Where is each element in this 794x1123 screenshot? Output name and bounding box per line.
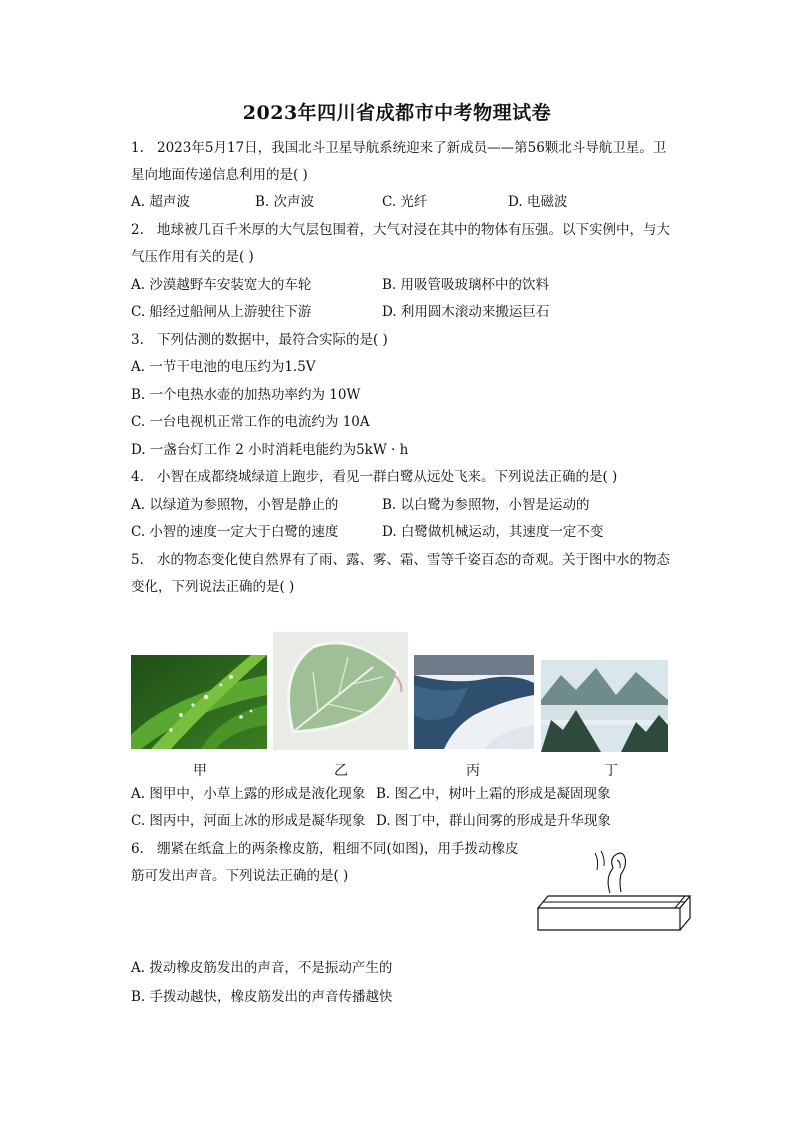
- question-4-option-a: A. 以绿道为参照物，小智是静止的: [131, 497, 339, 513]
- question-3-line-1: 下列估测的数据中，最符合实际的是( ): [157, 332, 388, 348]
- misty-mountains-photo: [541, 660, 668, 752]
- question-4-option-b: B. 以白鹭为参照物，小智是运动的: [382, 497, 590, 513]
- question-3-option-b: B. 一个电热水壶的加热功率约为 10W: [131, 387, 361, 403]
- question-1-option-c: C. 光纤: [382, 194, 428, 210]
- question-2-line-2: 气压作用有关的是( ): [131, 249, 254, 265]
- question-2-number: 2.: [131, 222, 144, 238]
- question-1-option-d: D. 电磁波: [508, 194, 568, 210]
- question-3-option-c: C. 一台电视机正常工作的电流约为 10A: [131, 414, 370, 430]
- page-title: 2023年四川省成都市中考物理试卷: [242, 102, 552, 124]
- question-2-option-b: B. 用吸管吸玻璃杯中的饮料: [382, 277, 550, 293]
- question-5-line-2: 变化，下列说法正确的是( ): [131, 579, 295, 595]
- frosted-leaf-photo: [273, 632, 408, 750]
- question-2-option-d: D. 利用圆木滚动来搬运巨石: [382, 304, 550, 320]
- question-3-option-a: A. 一节干电池的电压约为1.5V: [131, 359, 316, 375]
- question-4-line-1: 小智在成都绕城绿道上跑步，看见一群白鹭从远处飞来。下列说法正确的是( ): [157, 469, 618, 485]
- figure-label-bing: 丙: [466, 763, 480, 779]
- question-6-number: 6.: [131, 841, 144, 857]
- question-3-option-d: D. 一盏台灯工作 2 小时消耗电能约为5kW · h: [131, 442, 409, 458]
- figure-label-ding: 丁: [604, 763, 618, 779]
- question-5-option-a: A. 图甲中，小草上露的形成是液化现象: [131, 786, 366, 802]
- question-5-option-c: C. 图丙中，河面上冰的形成是凝华现象: [131, 813, 366, 829]
- question-1-option-b: B. 次声波: [255, 194, 315, 210]
- question-2-line-1: 地球被几百千米厚的大气层包围着，大气对浸在其中的物体有压强。以下实例中，与大: [157, 222, 670, 238]
- frozen-river-photo: [414, 655, 534, 749]
- question-5-option-d: D. 图丁中，群山间雾的形成是升华现象: [376, 813, 611, 829]
- question-1-line-2: 星向地面传递信息利用的是( ): [131, 167, 308, 183]
- question-5-line-1: 水的物态变化使自然界有了雨、露、雾、霜、雪等千姿百态的奇观。关于图中水的物态: [157, 552, 670, 568]
- question-4-number: 4.: [131, 469, 144, 485]
- question-1-number: 1.: [131, 140, 144, 156]
- question-4-option-d: D. 白鹭做机械运动，其速度一定不变: [382, 524, 604, 540]
- figure-label-yi: 乙: [334, 763, 348, 779]
- question-1-line-1: 2023年5月17日，我国北斗卫星导航系统迎来了新成员——第56颗北斗导航卫星。卫: [157, 140, 667, 156]
- question-2-option-a: A. 沙漠越野车安装宽大的车轮: [131, 277, 312, 293]
- grass-dew-photo: [131, 655, 267, 749]
- question-4-option-c: C. 小智的速度一定大于白鹭的速度: [131, 524, 339, 540]
- question-6-option-b: B. 手拨动越快，橡皮筋发出的声音传播越快: [131, 989, 393, 1005]
- rubber-band-box-figure: [535, 848, 695, 934]
- question-3-number: 3.: [131, 332, 144, 348]
- question-5-number: 5.: [131, 552, 144, 568]
- figure-label-jia: 甲: [193, 763, 207, 779]
- question-1-option-a: A. 超声波: [131, 194, 190, 210]
- question-6-option-a: A. 拨动橡皮筋发出的声音，不是振动产生的: [131, 960, 393, 976]
- question-5-option-b: B. 图乙中，树叶上霜的形成是凝固现象: [376, 786, 611, 802]
- question-2-option-c: C. 船经过船闸从上游驶往下游: [131, 304, 312, 320]
- question-6-line-2: 筋可发出声音。下列说法正确的是( ): [131, 868, 349, 884]
- question-6-line-1: 绷紧在纸盒上的两条橡皮筋，粗细不同(如图)，用手拨动橡皮: [157, 841, 519, 857]
